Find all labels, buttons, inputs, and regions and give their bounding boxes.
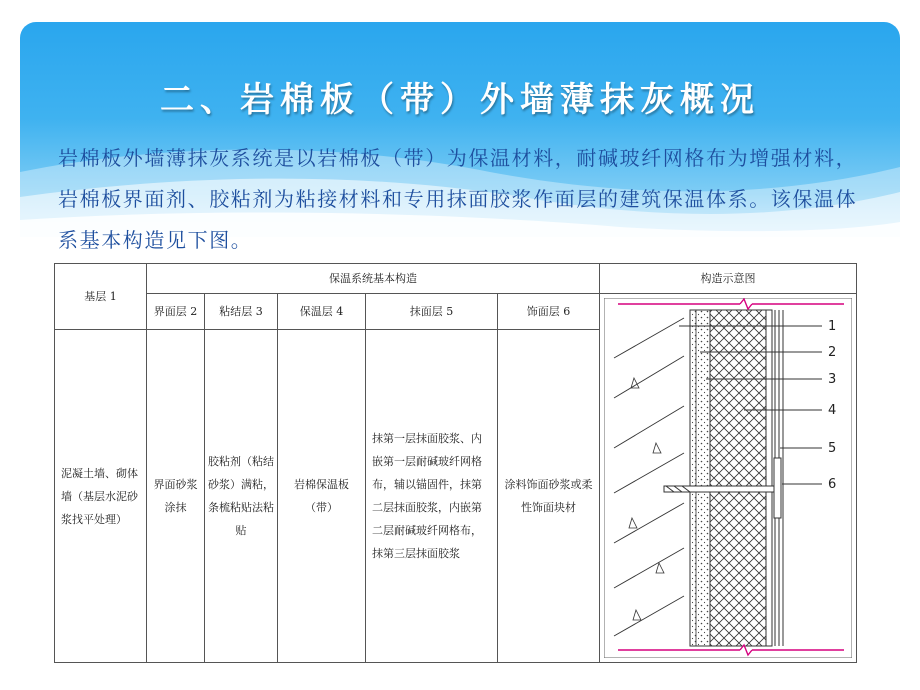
cell-finish-layer: 涂料饰面砂浆或柔性饰面块材	[498, 330, 600, 663]
header-diagram: 构造示意图	[600, 264, 857, 294]
cell-bond-layer: 胶粘剂（粘结砂浆）满粘，条梳粘贴法粘贴	[205, 330, 278, 663]
diagram-label-2: 2	[828, 345, 837, 360]
wall-section-diagram	[604, 298, 852, 658]
subheader-finish: 饰面层 6	[498, 294, 600, 330]
cell-insulation-layer: 岩棉保温板（带）	[278, 330, 366, 663]
header-base-layer: 基层 1	[55, 264, 147, 330]
cell-base-layer: 泥凝土墙、砌体墙（基层水泥砂浆找平处理）	[55, 330, 147, 663]
cell-plaster-layer: 抹第一层抹面胶浆、内嵌第一层耐碱玻纤网格布，辅以锚固件，抹第二层抹面胶浆，内嵌第二层耐碱玻纤网格布，抹第三层抹面胶浆	[366, 330, 498, 663]
subheader-bond: 粘结层 3	[205, 294, 278, 330]
subheader-plaster: 抹面层 5	[366, 294, 498, 330]
header-system: 保温系统基本构造	[147, 264, 600, 294]
diagram-label-6: 6	[828, 477, 837, 492]
construction-table	[54, 263, 857, 663]
subheader-interface: 界面层 2	[147, 294, 205, 330]
slide-title: 二、岩棉板（带）外墙薄抹灰概况	[160, 80, 760, 120]
diagram-label-4: 4	[828, 403, 837, 418]
diagram-cell	[600, 294, 857, 663]
diagram-label-3: 3	[828, 372, 837, 387]
diagram-label-1: 1	[828, 319, 837, 334]
diagram-label-5: 5	[828, 441, 837, 456]
subheader-insulation: 保温层 4	[278, 294, 366, 330]
cell-interface-layer: 界面砂浆涂抹	[147, 330, 205, 663]
intro-paragraph: 岩棉板外墙薄抹灰系统是以岩棉板（带）为保温材料，耐碱玻纤网格布为增强材料，岩棉板界面剂、胶粘剂为粘接材料和专用抹面胶浆作面层的建筑保温体系。该保温体系基本构造见下图。	[58, 146, 858, 252]
